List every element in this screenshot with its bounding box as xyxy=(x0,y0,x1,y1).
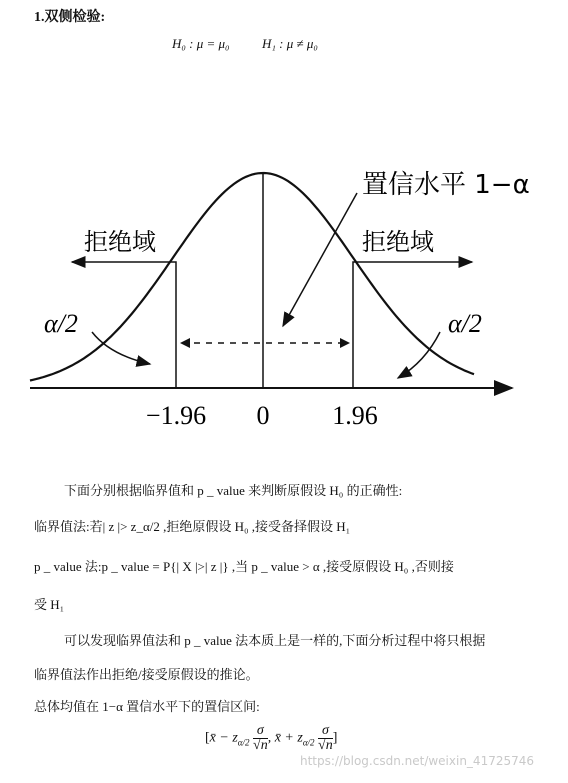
paragraph-line-4: 受 H₁ xyxy=(34,597,65,612)
tick-label-neg: −1.96 xyxy=(145,401,207,430)
reject-arrow-left xyxy=(72,262,176,268)
dashed-arrowhead-right xyxy=(340,338,350,348)
reject-region-left-label: 拒绝域 xyxy=(84,228,156,256)
alpha-half-left-label: α/2 xyxy=(44,309,78,338)
reject-arrow-right xyxy=(353,262,472,268)
normal-curve xyxy=(30,173,474,381)
confidence-level-label: 置信水平 1−α xyxy=(362,170,530,200)
formula-left-bracket: [ xyxy=(205,730,210,746)
formula-lower-sub: α/2 xyxy=(237,737,250,748)
watermark: https://blog.csdn.net/weixin_41725746 xyxy=(300,754,535,768)
formula-upper-term: , x̄ + z xyxy=(267,730,303,746)
dashed-arrowhead-left xyxy=(180,338,190,348)
paragraph-line-3: p _ value 法:p _ value = P{| X |>| z |} ,当 p _ value > α ,接受原假设 H₀ ,否则接 xyxy=(34,559,454,574)
alternative-hypothesis: H₁ : μ ≠ μ₀ xyxy=(262,36,318,51)
reject-region-right-label: 拒绝域 xyxy=(362,228,434,256)
paragraph-line-7: 总体均值在 1−α 置信水平下的置信区间: xyxy=(34,699,260,714)
formula-fraction-1 xyxy=(253,724,268,753)
section-title: 1.双侧检验: xyxy=(34,10,106,25)
formula-upper-sub: α/2 xyxy=(302,737,315,748)
formula-sigma-1: σ xyxy=(253,724,268,739)
confidence-interval-formula xyxy=(205,724,337,753)
paragraph-line-1: 下面分别根据临界值和 p _ value 来判断原假设 H₀ 的正确性: xyxy=(64,483,403,498)
formula-lower-term: x̄ − z xyxy=(209,730,238,746)
formula-right-bracket: ] xyxy=(332,730,338,746)
paragraph-line-6: 临界值法作出拒绝/接受原假设的推论。 xyxy=(34,667,259,682)
tick-label-zero: 0 xyxy=(256,401,270,430)
alpha-half-right-label: α/2 xyxy=(448,309,482,338)
paragraph-line-5: 可以发现临界值法和 p _ value 法本质上是一样的,下面分析过程中将只根据 xyxy=(64,633,486,648)
null-hypothesis: H₀ : μ = μ₀ xyxy=(172,36,230,51)
alpha-left-pointer-arrow xyxy=(92,332,150,364)
formula-sqrt-n-2: √n xyxy=(318,738,333,753)
formula-fraction-2 xyxy=(318,724,333,753)
formula-sqrt-n-1: √n xyxy=(253,738,268,753)
paragraph-line-2: 临界值法:若| z |> z_α/2 ,拒绝原假设 H₀ ,接受备择假设 H₁ xyxy=(34,519,351,534)
formula-sigma-2: σ xyxy=(318,724,333,739)
tick-label-pos: 1.96 xyxy=(332,401,378,430)
